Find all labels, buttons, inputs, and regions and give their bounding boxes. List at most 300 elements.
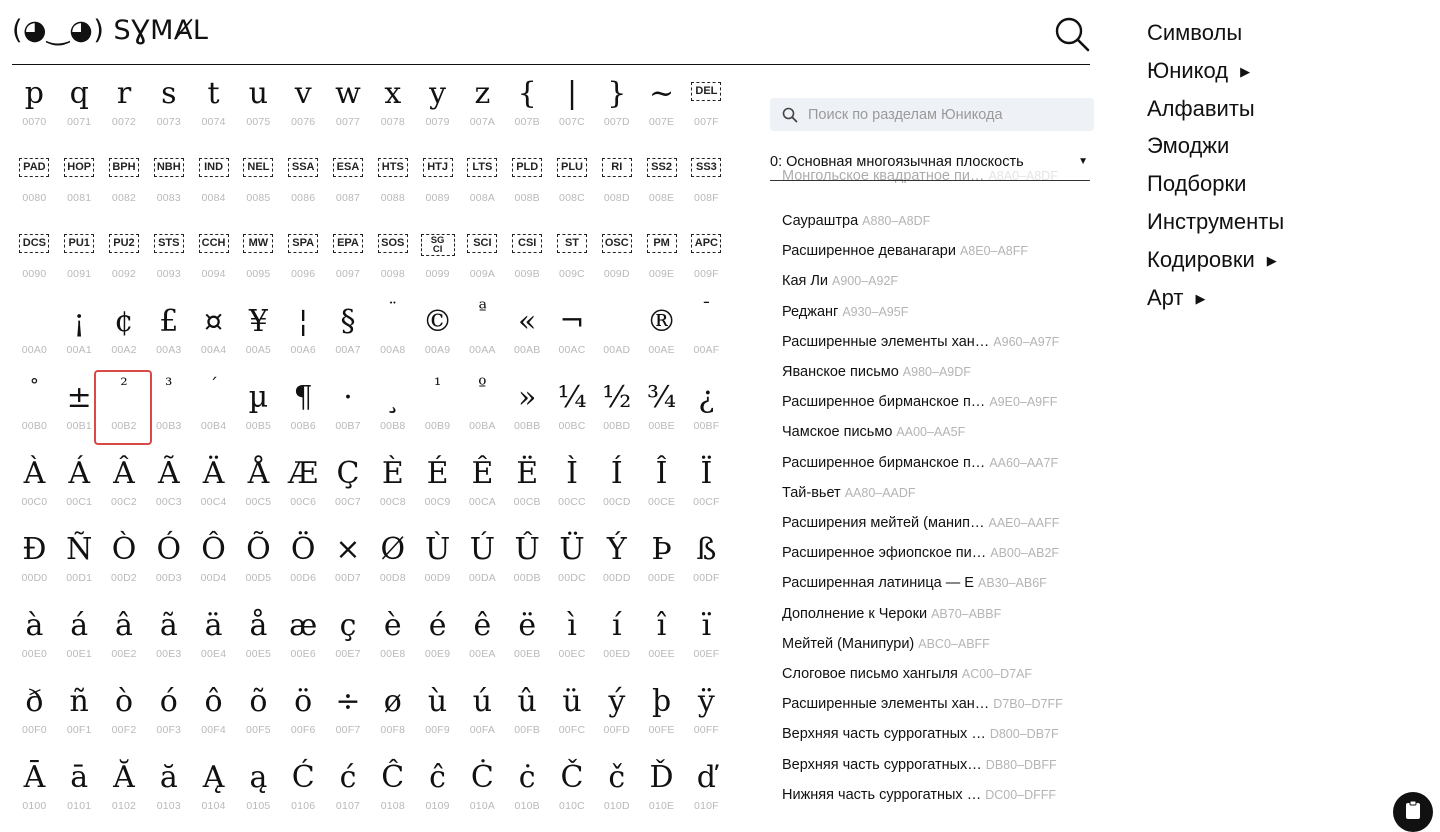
char-cell[interactable] [146,146,191,222]
block-list-item[interactable] [782,297,908,327]
char-cell[interactable] [415,678,460,754]
char-cell[interactable] [550,602,595,678]
char-code: 00BA [469,420,496,432]
control-char-box: HTS [378,158,408,177]
char-cell[interactable] [460,70,505,146]
char-cell[interactable] [415,374,460,450]
char-cell[interactable] [639,602,684,678]
char-glyph: è [383,608,402,643]
char-cell[interactable] [594,70,639,146]
char-cell[interactable] [415,602,460,678]
char-cell[interactable] [460,754,505,830]
char-glyph: Ã [157,456,180,491]
char-cell[interactable] [281,298,326,374]
block-list-item[interactable] [782,236,1028,266]
char-cell[interactable] [370,222,415,298]
char-glyph: × [335,532,361,567]
block-name: Расширенное эфиопское пи… [782,545,987,562]
char-cell[interactable] [236,450,281,526]
char-cell[interactable] [639,526,684,602]
unicode-block-list[interactable] [770,168,1092,810]
char-cell[interactable] [281,678,326,754]
char-cell[interactable] [102,146,147,222]
header-divider [12,64,1090,65]
nav-item[interactable] [1147,165,1284,203]
char-cell[interactable] [550,754,595,830]
char-cell[interactable] [281,374,326,450]
char-code: 0101 [67,800,92,812]
block-list-item[interactable] [782,659,1032,689]
char-cell[interactable] [550,298,595,374]
char-cell[interactable] [639,754,684,830]
nav-item[interactable] [1147,127,1284,165]
char-cell[interactable] [236,222,281,298]
char-cell[interactable] [146,602,191,678]
block-list-item[interactable] [782,719,1059,749]
char-code: 00ED [603,648,631,660]
char-cell[interactable] [684,298,729,374]
char-code: 0099 [425,268,450,280]
char-cell[interactable] [684,146,729,222]
char-cell[interactable] [281,526,326,602]
char-code: 00FF [693,724,720,736]
char-glyph: ý [608,684,626,719]
char-glyph: ¾ [647,380,677,415]
char-cell[interactable] [12,374,57,450]
char-code: 008C [559,192,585,204]
char-cell[interactable] [415,754,460,830]
block-list-item[interactable] [782,780,1056,810]
char-code: 008D [603,192,630,204]
char-glyph: É [426,456,449,491]
char-cell[interactable] [505,450,550,526]
char-cell[interactable] [550,70,595,146]
char-glyph: Î [655,456,668,491]
char-cell[interactable] [326,450,371,526]
char-code: 008F [694,192,719,204]
char-cell[interactable] [505,754,550,830]
char-cell[interactable] [146,754,191,830]
char-cell[interactable] [12,526,57,602]
char-cell[interactable] [12,450,57,526]
char-cell[interactable] [57,602,102,678]
block-range: ABC0–ABFF [918,636,990,651]
char-cell[interactable] [460,450,505,526]
char-glyph: ø [383,684,402,719]
char-glyph: Æ [288,456,319,491]
char-cell[interactable] [191,298,236,374]
char-code: 00D6 [290,572,317,584]
char-cell[interactable] [505,222,550,298]
char-glyph: ò [114,684,134,719]
char-cell[interactable] [639,678,684,754]
char-glyph: à [25,608,44,643]
char-cell[interactable] [460,222,505,298]
char-cell[interactable] [57,146,102,222]
char-code: 010E [648,800,675,812]
char-cell[interactable] [236,754,281,830]
char-cell[interactable] [415,298,460,374]
char-cell[interactable] [146,70,191,146]
char-cell[interactable] [639,146,684,222]
char-cell[interactable] [326,526,371,602]
char-glyph: å [249,608,268,643]
char-cell[interactable] [191,450,236,526]
char-glyph: ³ [165,375,173,396]
char-cell[interactable] [281,754,326,830]
char-cell[interactable] [12,146,57,222]
char-cell[interactable] [281,222,326,298]
block-list-item[interactable] [782,387,1057,417]
char-glyph: ā [70,760,89,795]
char-cell[interactable] [236,374,281,450]
char-cell[interactable] [684,70,729,146]
char-glyph: Ä [202,456,225,491]
char-code: 00A4 [200,344,227,356]
char-glyph: s [161,76,177,111]
char-glyph: ê [473,608,492,643]
char-cell[interactable] [460,298,505,374]
char-cell[interactable] [12,70,57,146]
block-name: Дополнение к Чероки [782,605,928,622]
char-cell[interactable] [146,298,191,374]
char-cell[interactable] [594,526,639,602]
nav-item-label: Кодировки [1147,246,1255,272]
char-code: 00D7 [335,572,361,584]
char-cell[interactable] [370,754,415,830]
char-cell[interactable] [326,298,371,374]
char-cell[interactable] [639,70,684,146]
char-code: 00B5 [245,420,272,432]
block-range: AB70–ABBF [931,606,1002,621]
nav-item[interactable] [1147,279,1284,317]
char-cell[interactable] [12,298,57,374]
char-code: 007F [694,116,719,128]
block-list-item[interactable] [782,357,971,387]
char-cell[interactable] [102,70,147,146]
block-name: Расширенные элементы хан… [782,333,990,350]
char-code: 00E5 [245,648,272,660]
nav-item[interactable] [1147,14,1284,52]
char-code: 00D0 [21,572,48,584]
nav-item-label: Подборки [1147,171,1247,197]
char-code: 00AC [558,344,586,356]
char-cell[interactable] [326,222,371,298]
char-cell[interactable] [57,70,102,146]
char-cell[interactable] [594,602,639,678]
char-cell[interactable] [415,450,460,526]
char-cell[interactable] [281,146,326,222]
char-glyph: · [343,380,353,415]
char-glyph: ÿ [697,684,715,719]
char-code: 00C9 [424,496,451,508]
control-char-box: CSI [512,234,542,253]
char-cell[interactable] [191,374,236,450]
char-cell[interactable] [326,374,371,450]
char-cell[interactable] [326,146,371,222]
char-cell[interactable] [684,754,729,830]
char-code: 00B7 [335,420,361,432]
char-cell[interactable] [594,374,639,450]
char-cell[interactable] [191,602,236,678]
char-cell[interactable] [236,678,281,754]
block-range: AA00–AA5F [896,425,966,440]
char-cell[interactable] [281,70,326,146]
char-cell[interactable] [639,222,684,298]
char-glyph: ó [159,684,178,719]
char-glyph: Â [113,456,135,491]
char-code: 00B4 [200,420,227,432]
char-cell[interactable] [102,526,147,602]
expand-arrow-icon: ▶ [1266,252,1277,268]
char-cell[interactable] [594,222,639,298]
char-glyph: Ć [291,760,315,795]
char-cell[interactable] [639,450,684,526]
char-code: 00E9 [424,648,451,660]
block-range: AA80–AADF [844,485,916,500]
char-glyph: Å [247,456,270,491]
char-glyph: º [478,375,487,396]
block-list-item[interactable] [782,629,990,659]
block-list-item[interactable] [782,689,1063,719]
char-cell[interactable] [191,526,236,602]
char-glyph: ă [159,760,178,795]
nav-item[interactable] [1147,52,1284,90]
char-cell[interactable] [102,298,147,374]
char-cell[interactable] [415,70,460,146]
char-cell[interactable] [415,526,460,602]
char-cell[interactable] [550,678,595,754]
char-cell[interactable] [146,222,191,298]
char-cell[interactable] [370,146,415,222]
char-cell[interactable] [146,526,191,602]
char-cell[interactable] [236,70,281,146]
char-glyph: Č [560,760,584,795]
char-cell[interactable] [684,450,729,526]
control-char-box: SG CI [421,234,455,256]
char-cell[interactable] [684,222,729,298]
char-cell[interactable] [57,298,102,374]
char-cell[interactable] [370,374,415,450]
char-cell[interactable] [594,450,639,526]
char-cell[interactable] [460,374,505,450]
char-cell[interactable] [191,146,236,222]
char-glyph [12,302,57,342]
char-cell[interactable] [370,298,415,374]
char-cell[interactable] [594,754,639,830]
char-cell[interactable] [236,526,281,602]
char-code: 00F0 [22,724,47,736]
char-code: 00E2 [111,648,137,660]
char-glyph: ª [478,299,487,320]
char-cell[interactable] [550,526,595,602]
char-cell[interactable] [146,678,191,754]
char-code: 00B1 [66,420,92,432]
char-cell[interactable] [460,146,505,222]
char-glyph: ¬ [559,304,585,339]
char-cell[interactable] [12,754,57,830]
block-list-item[interactable] [782,206,930,236]
char-cell[interactable] [550,374,595,450]
block-search-box[interactable] [770,98,1094,131]
block-name: Яванское письмо [782,364,899,380]
char-code: 00A1 [66,344,92,356]
clipboard-button[interactable] [1393,792,1433,832]
char-code: 00AB [513,344,541,356]
char-code: 00A6 [290,344,316,356]
char-cell[interactable] [370,678,415,754]
char-cell[interactable] [594,298,639,374]
char-glyph: Ü [559,532,585,567]
site-logo[interactable]: (◕‿◕) SƔMȺL [12,15,209,46]
char-cell[interactable] [57,222,102,298]
char-cell[interactable] [505,602,550,678]
block-name: Расширенное бирманское п… [782,454,986,471]
clipboard-icon [1405,800,1421,820]
char-cell[interactable] [191,754,236,830]
char-cell[interactable] [505,374,550,450]
char-cell[interactable] [505,146,550,222]
char-cell[interactable] [281,602,326,678]
block-range: AAE0–AAFF [988,516,1060,530]
char-cell[interactable] [684,374,729,450]
char-cell[interactable] [57,754,102,830]
block-range: D7B0–D7FF [993,697,1063,712]
char-cell[interactable] [102,222,147,298]
block-list-item[interactable] [782,448,1058,478]
char-cell[interactable] [191,678,236,754]
char-cell[interactable] [370,70,415,146]
char-cell[interactable] [12,222,57,298]
char-cell[interactable] [460,602,505,678]
block-list-item[interactable] [782,266,898,296]
char-cell[interactable] [370,526,415,602]
control-char-box: PLU [557,158,587,177]
block-list-item[interactable] [782,750,1057,780]
char-cell[interactable] [460,526,505,602]
char-cell[interactable] [326,754,371,830]
char-cell[interactable] [326,678,371,754]
char-cell[interactable] [102,450,147,526]
char-cell[interactable] [415,222,460,298]
char-code: 007B [514,116,540,128]
char-code: 0083 [156,192,181,204]
block-list-item[interactable] [782,417,965,447]
char-glyph: Ñ [66,532,93,567]
control-char-box: PLD [512,158,542,177]
char-cell[interactable] [370,602,415,678]
char-cell[interactable] [281,450,326,526]
char-cell[interactable] [12,602,57,678]
char-glyph: ã [159,608,178,643]
char-code: 0090 [22,268,47,280]
block-list-item[interactable] [782,599,1001,629]
char-cell[interactable] [594,146,639,222]
block-search-input[interactable] [808,98,1088,131]
char-glyph: Ą [202,760,225,795]
char-cell[interactable] [146,374,191,450]
char-cell[interactable] [370,450,415,526]
char-cell[interactable] [505,526,550,602]
char-cell[interactable] [191,222,236,298]
char-glyph: Ú [469,532,496,567]
search-button[interactable] [1052,14,1092,54]
char-cell[interactable] [415,146,460,222]
control-char-box: HOP [64,158,94,177]
block-list-item[interactable] [782,508,1059,538]
char-cell[interactable] [236,602,281,678]
nav-item[interactable] [1147,241,1284,279]
nav-item[interactable] [1147,203,1284,241]
char-cell[interactable] [57,678,102,754]
char-cell[interactable] [236,298,281,374]
char-cell[interactable] [12,678,57,754]
char-cell[interactable] [550,450,595,526]
char-cell[interactable] [505,298,550,374]
char-cell[interactable] [460,678,505,754]
char-cell[interactable] [684,602,729,678]
char-code: 00D4 [200,572,227,584]
char-cell[interactable] [505,70,550,146]
char-glyph: } [607,76,627,111]
char-cell[interactable] [639,298,684,374]
char-cell[interactable] [146,450,191,526]
char-code: 00F2 [111,724,137,736]
char-code: 009B [514,268,540,280]
char-code: 00BF [693,420,720,432]
block-list-item[interactable] [782,478,916,508]
char-cell[interactable] [102,678,147,754]
block-list-item[interactable] [782,327,1059,357]
char-code: 00DF [693,572,720,584]
char-code: 010F [694,800,719,812]
block-name: Расширенное деванагари [782,243,956,260]
char-cell[interactable] [639,374,684,450]
char-cell[interactable] [102,602,147,678]
block-list-item[interactable] [782,161,1058,191]
nav-item[interactable] [1147,90,1284,128]
block-list-item[interactable] [782,568,1047,598]
char-cell[interactable] [684,678,729,754]
char-cell[interactable] [550,222,595,298]
control-char-box: NBH [154,158,184,177]
char-glyph: Ā [23,760,46,795]
control-char-box: ST [557,234,587,253]
char-glyph: Ò [111,532,137,567]
char-glyph: č [608,760,626,795]
block-range: DC00–DFFF [985,787,1057,802]
char-cell[interactable] [684,526,729,602]
char-cell[interactable] [505,678,550,754]
char-cell[interactable] [594,678,639,754]
char-glyph: ù [427,684,448,719]
char-glyph: ü [562,684,582,719]
char-cell[interactable] [57,526,102,602]
char-code: 0075 [246,116,271,128]
block-range: AB00–AB2F [990,546,1060,561]
char-cell[interactable] [57,450,102,526]
char-cell[interactable] [326,70,371,146]
char-cell[interactable] [550,146,595,222]
block-list-item[interactable] [782,538,1059,568]
char-cell[interactable] [326,602,371,678]
char-glyph: q [69,76,89,111]
char-cell[interactable] [191,70,236,146]
char-glyph: Ĉ [381,760,405,795]
char-cell[interactable] [102,754,147,830]
char-code: 0082 [111,192,137,204]
char-cell[interactable] [236,146,281,222]
